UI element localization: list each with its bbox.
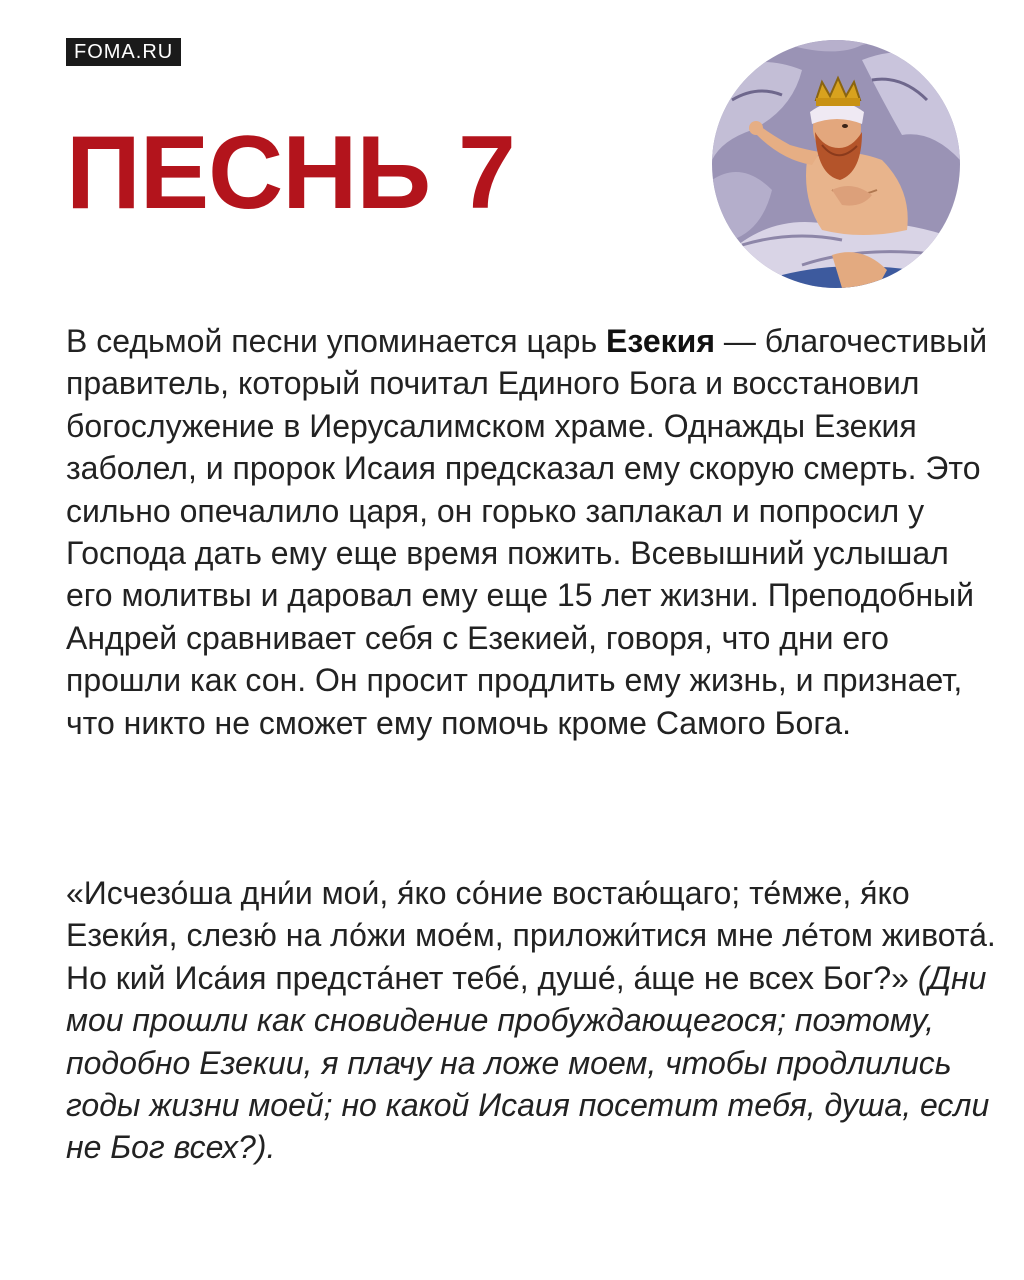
hezekiah-illustration <box>712 40 960 288</box>
site-logo: FOMA.RU <box>66 38 181 66</box>
paragraph-lead: В седьмой песни упоминается царь <box>66 323 606 359</box>
quote-translation: (Дни мои прошли как сновидение пробуждающегося; поэтому, подобно Езекии, я плачу на ложе моем, чтобы продлились годы жизни моей; но какой Исаия посетит тебя, душа, если не Бог всех?). <box>66 959 990 1166</box>
page-title: ПЕСНЬ 7 <box>66 115 515 231</box>
description-paragraph <box>66 320 996 744</box>
canon-quote <box>66 872 996 1169</box>
hezekiah-name: Езекия <box>606 323 715 359</box>
paragraph-rest: — благочестивый правитель, который почитал Единого Бога и восстановил богослужение в Иерусалимском храме. Однажды Езекия заболел, и пророк Исаия предсказал ему скорую смерть. Это сильно опечалило царя, он горько заплакал и попросил у Господа дать ему еще время пожить. Всевышний услышал его молитвы и даровал ему еще 15 лет жизни. Преподобный Андрей сравнивает себя с Езекией, говоря, что дни его прошли как сон. Он просит продлить ему жизнь, и признает, что никто не сможет ему помочь кроме Самого Бога. <box>66 323 988 741</box>
slavonic-quote: «Исчезо́ша дни́и мои́, я́ко со́ние востаю́щаго; те́мже, я́ко Езеки́я, слезю́ на ло́жи мое́м, приложи́тися мне ле́том живота́. Но кий Иса́ия предста́нет тебе́, душе́, а́ще не всех Бог?» <box>66 875 996 996</box>
